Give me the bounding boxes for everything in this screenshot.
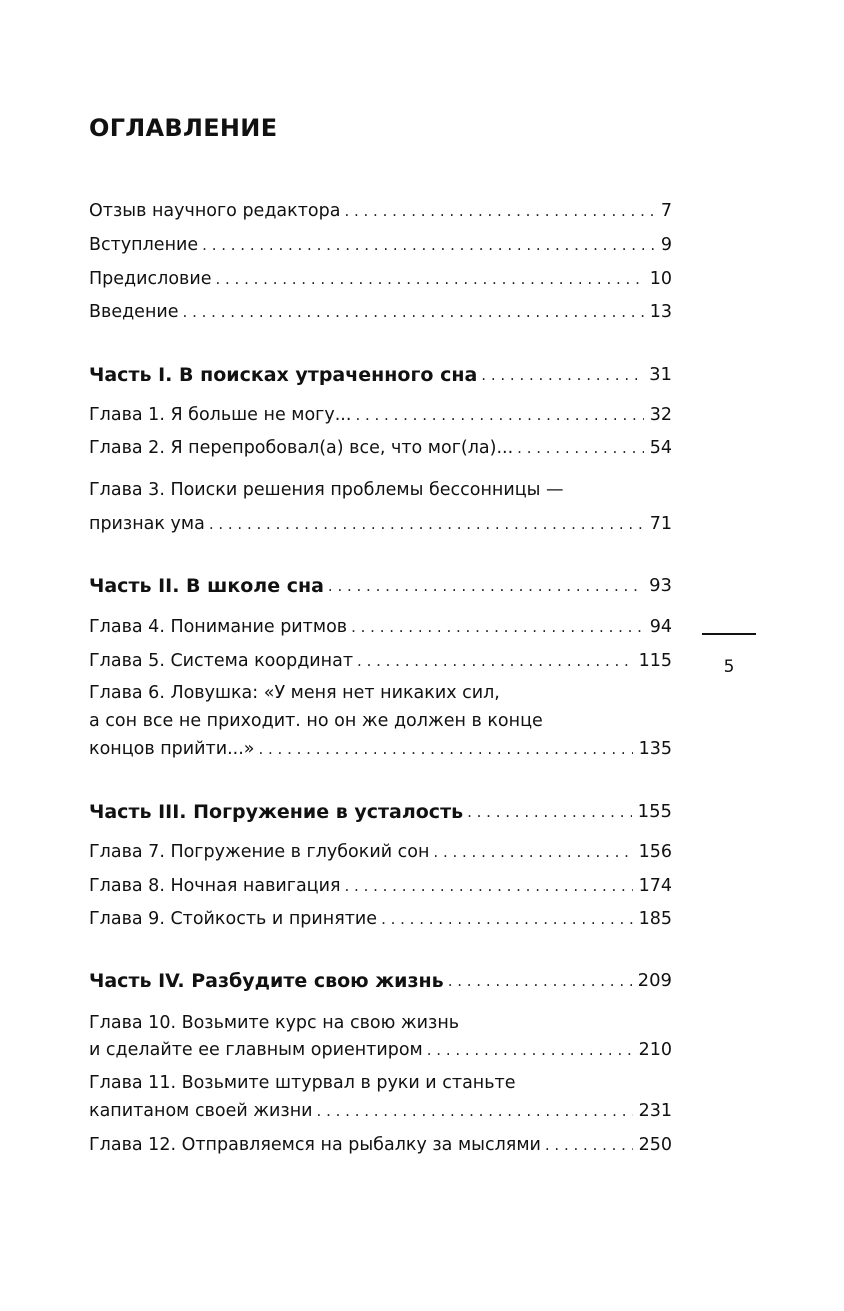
toc-entry-label: капитаном своей жизни bbox=[89, 1101, 313, 1121]
dot-leader bbox=[215, 266, 643, 292]
toc-entry-label: признак ума bbox=[89, 514, 205, 534]
dot-leader bbox=[355, 402, 643, 428]
toc-entry-label: Глава 5. Система координат bbox=[89, 651, 354, 671]
dot-leader bbox=[345, 873, 633, 899]
toc-entry-page: 115 bbox=[638, 651, 672, 671]
toc-part-page: 31 bbox=[649, 364, 672, 385]
toc-entry-line: а сон все не приходит. но он же должен в конце bbox=[89, 711, 543, 731]
toc-part-label: Часть IV. Разбудите свою жизнь bbox=[89, 970, 444, 992]
toc-entry-page: 71 bbox=[649, 514, 672, 534]
toc-entry-page: 10 bbox=[649, 269, 672, 289]
dot-leader bbox=[351, 614, 644, 640]
toc-entry-label: Предисловие bbox=[89, 269, 212, 289]
toc-entry-page: 9 bbox=[660, 235, 672, 255]
folio-rule bbox=[702, 633, 756, 635]
toc-part bbox=[89, 573, 672, 599]
toc-entry bbox=[89, 299, 672, 325]
toc-entry bbox=[89, 1037, 672, 1063]
toc-entry-page: 231 bbox=[638, 1101, 672, 1121]
toc-entry bbox=[89, 648, 672, 674]
toc-entry-line: Глава 11. Возьмите штурвал в руки и станьте bbox=[89, 1073, 516, 1093]
toc-entry bbox=[89, 839, 672, 865]
dot-leader bbox=[357, 648, 633, 674]
toc-entry bbox=[89, 736, 672, 762]
toc-entry-label: Глава 9. Стойкость и принятие bbox=[89, 909, 378, 929]
toc-part-label: Часть I. В поисках утраченного сна bbox=[89, 364, 478, 386]
toc-entry-page: 54 bbox=[649, 438, 672, 458]
toc-part-page: 209 bbox=[637, 970, 672, 991]
dot-leader bbox=[202, 232, 655, 258]
toc-entry-label: Глава 2. Я перепробовал(а) все, что мог(ла)... bbox=[89, 438, 514, 458]
toc-entry bbox=[89, 232, 672, 258]
toc-entry bbox=[89, 873, 672, 899]
toc-entry-page: 94 bbox=[649, 617, 672, 637]
toc-entry-page: 250 bbox=[638, 1135, 672, 1155]
toc-entry-label: Отзыв научного редактора bbox=[89, 201, 341, 221]
dot-leader bbox=[448, 968, 632, 994]
toc-entry-label: Глава 4. Понимание ритмов bbox=[89, 617, 348, 637]
toc-entry-page: 135 bbox=[638, 739, 672, 759]
page-title: ОГЛАВЛЕНИЕ bbox=[89, 114, 278, 142]
toc-entry-line: Глава 6. Ловушка: «У меня нет никаких сил, bbox=[89, 683, 500, 703]
toc-entry bbox=[89, 906, 672, 932]
toc-entry-label: Глава 12. Отправляемся на рыбалку за мыслями bbox=[89, 1135, 541, 1155]
toc-part bbox=[89, 968, 672, 994]
toc-entry bbox=[89, 266, 672, 292]
toc-entry bbox=[89, 402, 672, 428]
toc-entry-label: Глава 7. Погружение в глубокий сон bbox=[89, 842, 430, 862]
dot-leader bbox=[517, 435, 644, 461]
dot-leader bbox=[328, 573, 643, 599]
toc-entry-label: и сделайте ее главным ориентиром bbox=[89, 1040, 423, 1060]
dot-leader bbox=[381, 906, 633, 932]
toc-entry-line: Глава 10. Возьмите курс на свою жизнь bbox=[89, 1013, 460, 1033]
toc-entry bbox=[89, 511, 672, 537]
toc-entry-label: Введение bbox=[89, 302, 179, 322]
toc-entry-label: концов прийти...» bbox=[89, 739, 255, 759]
page-number: 5 bbox=[723, 657, 735, 677]
dot-leader bbox=[344, 198, 654, 224]
toc-entry-page: 210 bbox=[638, 1040, 672, 1060]
toc-entry-page: 156 bbox=[638, 842, 672, 862]
toc-entry bbox=[89, 614, 672, 640]
dot-leader bbox=[433, 839, 632, 865]
toc-entry-page: 32 bbox=[649, 405, 672, 425]
toc-part-page: 155 bbox=[637, 801, 672, 822]
toc-part-label: Часть III. Погружение в усталость bbox=[89, 801, 464, 823]
toc-entry-label: Глава 1. Я больше не могу... bbox=[89, 405, 352, 425]
dot-leader bbox=[209, 511, 644, 537]
toc-entry-page: 174 bbox=[638, 876, 672, 896]
toc-entry bbox=[89, 1132, 672, 1158]
toc-entry bbox=[89, 198, 672, 224]
dot-leader bbox=[183, 299, 644, 325]
toc-part bbox=[89, 362, 672, 388]
dot-leader bbox=[317, 1098, 633, 1124]
toc-entry-page: 185 bbox=[638, 909, 672, 929]
toc-part-page: 93 bbox=[649, 575, 672, 596]
dot-leader bbox=[481, 362, 643, 388]
toc-entry-line: Глава 3. Поиски решения проблемы бессонницы — bbox=[89, 480, 564, 500]
dot-leader bbox=[427, 1037, 633, 1063]
dot-leader bbox=[258, 736, 632, 762]
toc-entry bbox=[89, 435, 672, 461]
dot-leader bbox=[467, 799, 632, 825]
toc-entry-label: Глава 8. Ночная навигация bbox=[89, 876, 341, 896]
toc-entry-page: 7 bbox=[660, 201, 672, 221]
toc-entry bbox=[89, 1098, 672, 1124]
toc-entry-page: 13 bbox=[649, 302, 672, 322]
toc-entry-label: Вступление bbox=[89, 235, 199, 255]
toc-part bbox=[89, 799, 672, 825]
dot-leader bbox=[545, 1132, 633, 1158]
toc-part-label: Часть II. В школе сна bbox=[89, 575, 324, 597]
